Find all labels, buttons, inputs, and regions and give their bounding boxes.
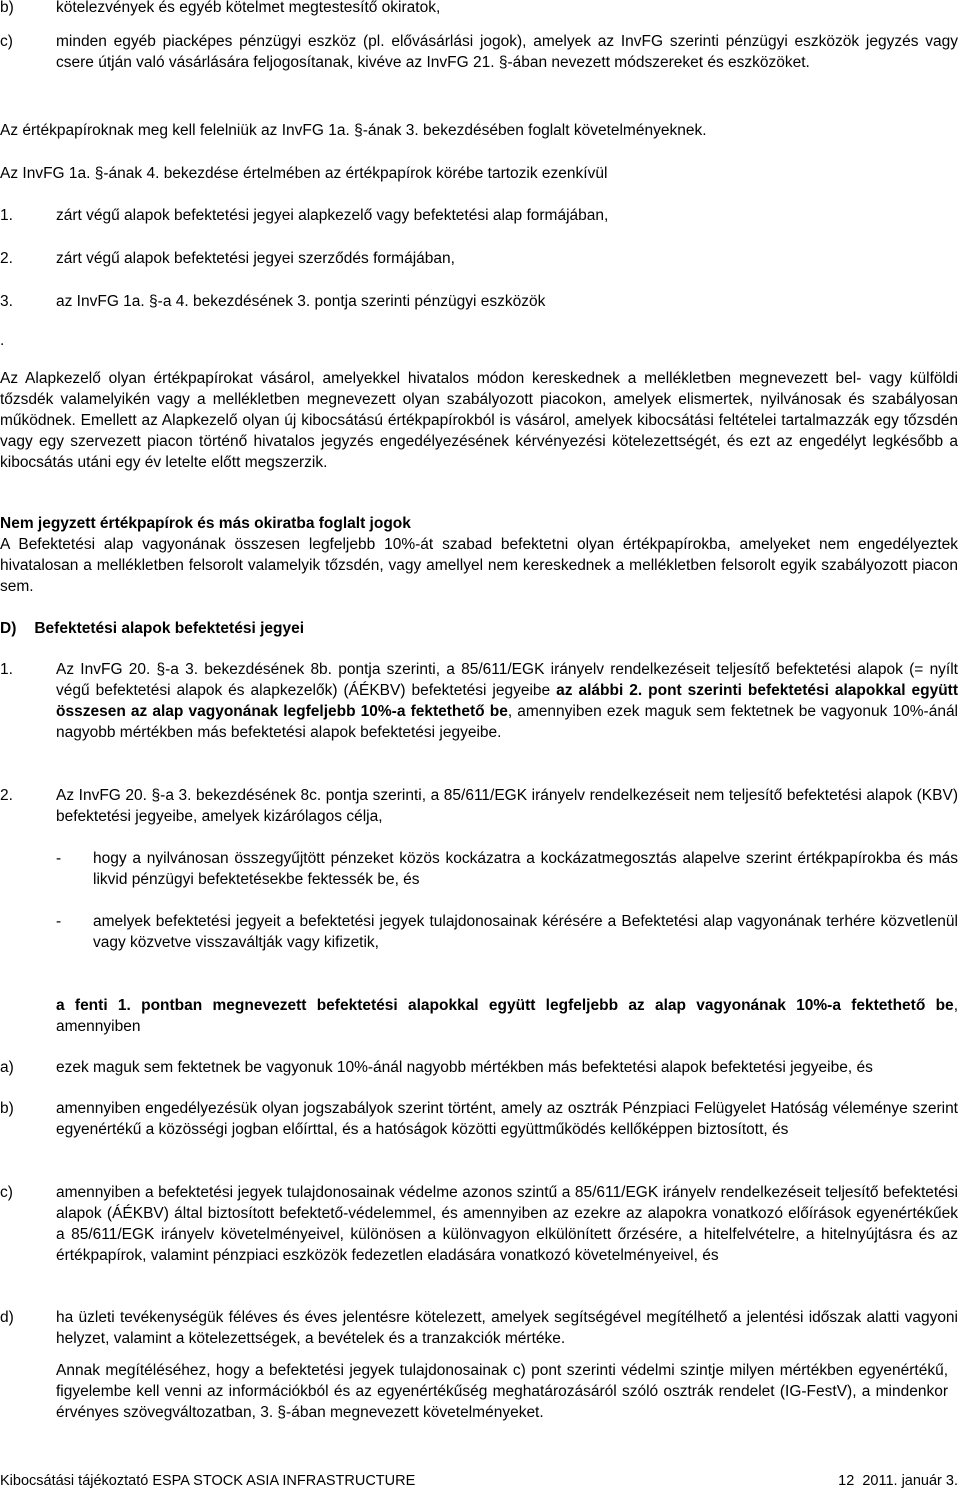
list-item — [0, 205, 958, 226]
dash-label: - — [56, 850, 62, 867]
item-label: 2. — [0, 787, 13, 804]
list-item — [0, 659, 958, 743]
item-label: 1. — [0, 661, 13, 678]
section-title: Befektetési alapok befektetési jegyei — [34, 620, 305, 637]
item-text: kötelezvények és egyéb kötelmet megtestesítő okiratok, — [56, 0, 441, 16]
item-label: b) — [0, 1100, 14, 1117]
condition-item — [0, 1098, 958, 1140]
item-text-bold: az alábbi 2. pont szerinti befektetési alapokkal együtt összesen az alap vagyonának legfeljebb 10%-a fektethető be — [56, 682, 958, 720]
section-text: A Befektetési alap vagyonának összesen legfeljebb 10%-át szabad befektetni olyan értékpapírokba, amelyeket nem engedélyeztek hivatalosan a mellékletben felsorolt valamelyik tőzsdén, vagy amellyel nem kereskednek a mellékletben felsorolt egyik szabályozott piacon sem. — [0, 536, 958, 595]
list-item — [0, 248, 958, 269]
section-d-heading — [0, 618, 304, 639]
item-label: 1. — [0, 207, 13, 224]
condition-item — [0, 1057, 958, 1078]
item-text: ezek maguk sem fektetnek be vagyonuk 10%-ánál nagyobb mértékben más befektetési alapok befektetési jegyeibe, és — [56, 1059, 873, 1076]
item-text: Az InvFG 20. §-a 3. bekezdésének 8c. pontja szerinti, a 85/611/EGK irányelv rendelkezéseit nem teljesítő befektetési alapok (KBV) befektetési jegyeibe, amelyek kizárólagos célja, — [56, 787, 958, 825]
item-label: 3. — [0, 293, 13, 310]
condition-item — [0, 1307, 958, 1349]
list-item — [0, 0, 958, 18]
item-text: zárt végű alapok befektetési jegyei alapkezelő vagy befektetési alap formájában, — [56, 207, 609, 224]
item-label: a) — [0, 1059, 14, 1076]
item-text: , amennyiben ezek maguk sem fektetnek be vagyonuk 10%-ánál nagyobb mértékben más befektetési alapok befektetési jegyeibe. — [56, 703, 959, 741]
dash-text: amelyek befektetési jegyeit a befektetési jegyek tulajdonosainak kérésére a Befektetési alap vagyonának terhére közvetlenül vagy közvetve visszaváltják vagy kifizetik, — [93, 913, 958, 951]
fenti-paragraph — [56, 995, 958, 1037]
dash-item — [0, 911, 958, 953]
item-text: minden egyéb piacképes pénzügyi eszköz (pl. elővásárlási jogok), amelyek az InvFG szerinti pénzügyi eszközök jegyzés vagy csere útján való vásárlására feljogosítanak, kivéve az InvFG 21. §-ában nevezett módszereket és eszközöket. — [56, 33, 958, 71]
list-item — [0, 785, 958, 827]
item-text: zárt végű alapok befektetési jegyei szerződés formájában, — [56, 250, 455, 267]
list-item — [0, 31, 958, 73]
item-label: 2. — [0, 250, 13, 267]
item-text: ha üzleti tevékenységük féléves és éves jelentésre kötelezett, amelyek segítségével megítélhető a jelentési időszak alatti vagyoni helyzet, valamint a kötelezettségek, a bevételek és a tranzakciók mértéke. — [56, 1309, 958, 1347]
section-label: D) — [0, 620, 17, 637]
fenti-bold: a fenti 1. pontban megnevezett befektetési alapokkal együtt legfeljebb az alap vagyonának 10%-a fektethető be — [56, 997, 954, 1014]
stray-dot: . — [0, 332, 5, 349]
footer-title: Kibocsátási tájékoztató ESPA STOCK ASIA INFRASTRUCTURE — [0, 1473, 416, 1489]
item-text: amennyiben engedélyezésük olyan jogszabályok szerint történt, amely az osztrák Pénzpiaci Felügyelet Hatóság véleménye szerint egyenértékű a közösségi jogban előírttal, és a hatóságok közötti együttműködés kellőképpen biztosított, és — [56, 1100, 958, 1138]
dash-label: - — [56, 913, 62, 930]
item-label: c) — [0, 1184, 13, 1201]
item-label: d) — [0, 1309, 14, 1326]
dash-item — [0, 848, 958, 890]
item-label: c) — [0, 33, 13, 50]
item-text: az InvFG 1a. §-a 4. bekezdésének 3. pontja szerinti pénzügyi eszközök — [56, 293, 546, 310]
section-heading: Nem jegyzett értékpapírok és más okiratba foglalt jogok — [0, 515, 411, 532]
requirements-paragraph: Az értékpapíroknak meg kell felelniük az InvFG 1a. §-ának 3. bekezdésében foglalt követelményeknek. — [0, 122, 707, 139]
fenti-rest: , amennyiben — [56, 997, 958, 1035]
dash-text: hogy a nyilvánosan összegyűjtött pénzeket közös kockázatra a kockázatmegosztás alapelve szerint értékpapírokba és más likvid pénzügyi befektetésekbe fektessék be, és — [93, 850, 958, 888]
item-text: Az InvFG 20. §-a 3. bekezdésének 8b. pontja szerinti, a 85/611/EGK irányelv rendelkezéseit teljesítő befektetési alapok (= nyílt végű befektetési alapok és alapkezelők) (ÁÉKBV) befektetési jegyeibe — [56, 661, 958, 699]
footer-page-date: 12 2011. január 3. — [838, 1473, 958, 1489]
unlisted-section — [0, 513, 958, 597]
list-item — [0, 291, 958, 312]
exclusions-intro: Az InvFG 1a. §-ának 4. bekezdése értelmében az értékpapírok körébe tartozik ezenkívül — [0, 165, 608, 182]
item-text: amennyiben a befektetési jegyek tulajdonosainak védelme azonos szintű a 85/611/EGK irányelv rendelkezéseit teljesítő befektetési alapok (ÁÉKBV) által biztosított befektető-védelemmel, és amennyiben az ezekre az alapokra vonatkozó előírások egyenértékűek a 85/611/EGK irányelv követelményeivel, különösen a különvagyon elkülönített őrzésére, a hitelfelvételre, a hitelnyújtásra és az értékpapírok, valamint pénzpiaci eszközök fedezetlen eladására vonatkozó követelményeivel, és — [56, 1184, 958, 1264]
item-label: b) — [0, 0, 14, 16]
exchanges-paragraph: Az Alapkezelő olyan értékpapírokat vásárol, amelyekkel hivatalos módon kereskednek a mellékletben megnevezett bel- vagy külföldi tőzsdék valamelyikén vagy a mellékletben megnevezett olyan szabályozott piacokon, amelyek elismertek, nyilvánosak és szabályosan működnek. Emellett az Alapkezelő olyan új kibocsátású értékpapírokból is vásárol, amelyek kibocsátási feltételei tartalmazzák egy tőzsdén vagy egy szervezett piacon történő hivatalos jegyzés engedélyezésének kérvényezési kötelezettségét, és ezt az engedélyt legkésőbb a kibocsátás utáni egy év letelte előtt megszerzik. — [0, 370, 958, 471]
condition-item — [0, 1182, 958, 1266]
closing-paragraph: Annak megítéléséhez, hogy a befektetési jegyek tulajdonosainak c) pont szerinti védelmi szintje milyen mértékben egyenértékű, figyelembe kell venni az információkból és az egyenértékűség meghatározásáról szóló osztrák rendelet (IG-FestV), a mindenkor érvényes szövegváltozatban, 3. §-ában megnevezett követelményeket. — [56, 1362, 948, 1421]
